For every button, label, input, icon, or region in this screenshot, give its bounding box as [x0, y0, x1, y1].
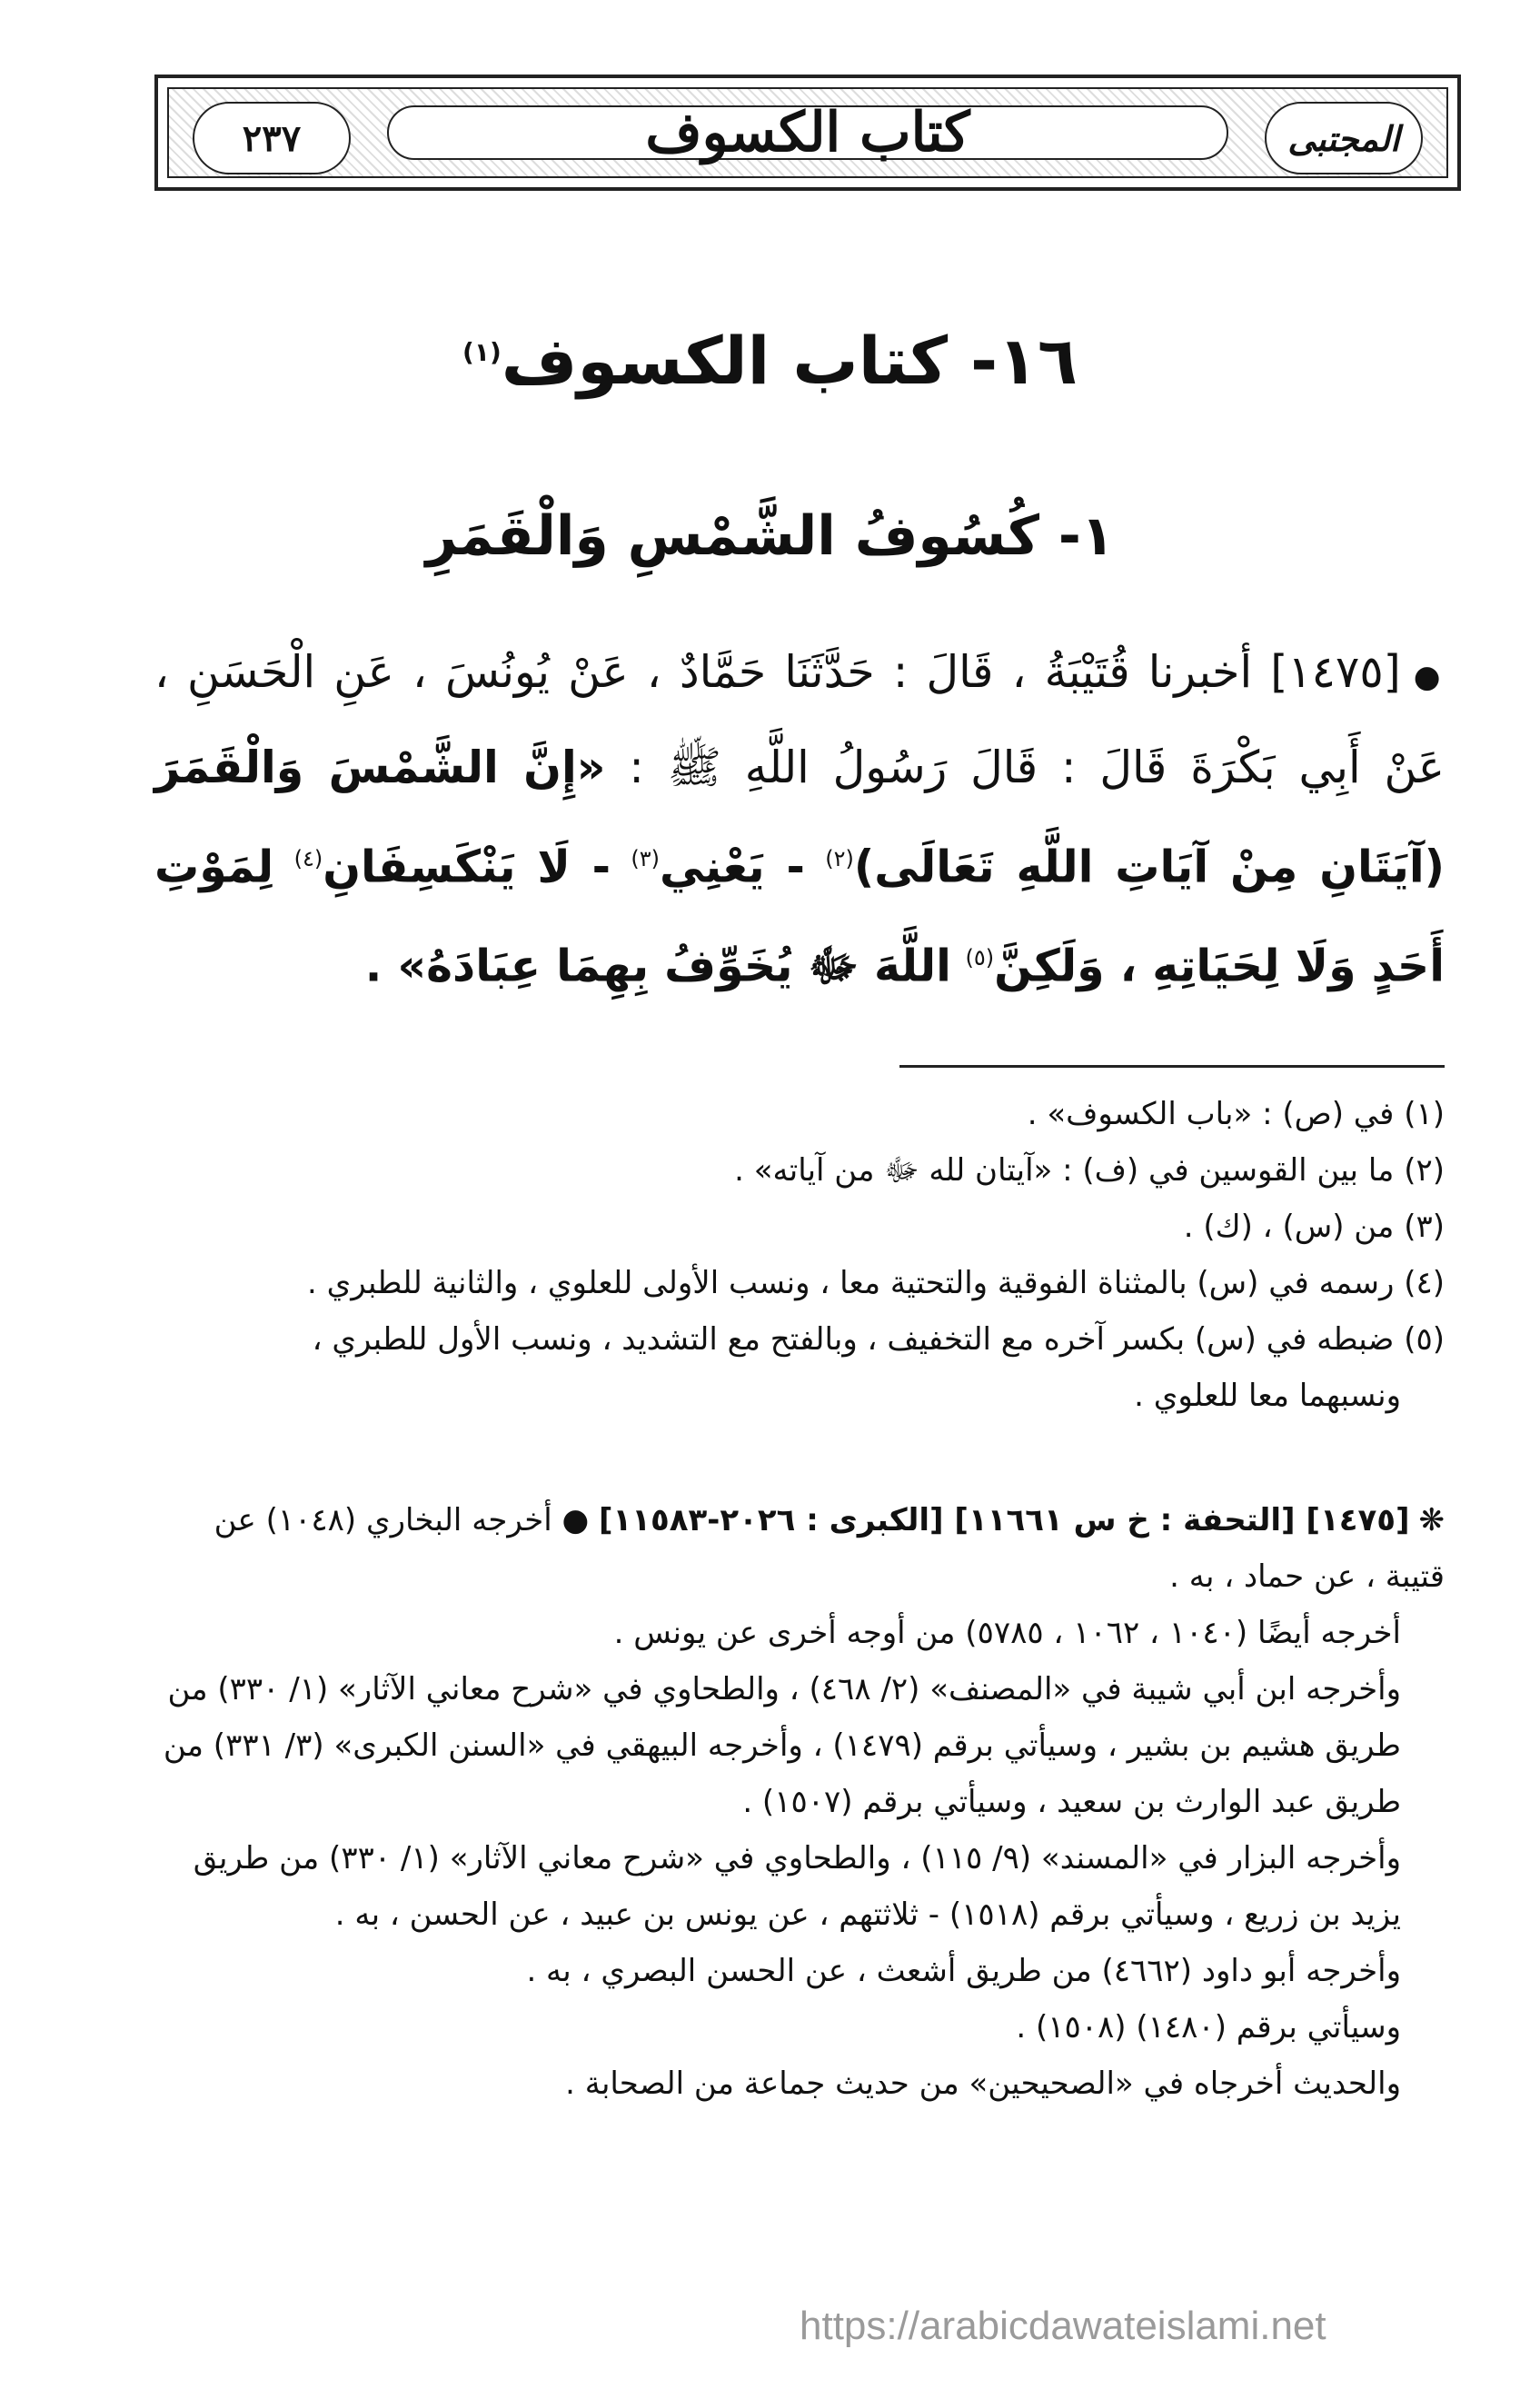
footnote-5: (٥) ضبطه في (س) بكسر آخره مع التخفيف ، وبالفتح مع التشديد ، ونسب الأول للطبري ،	[312, 1321, 1445, 1358]
hadith-number: [١٤٧٥]	[1270, 646, 1401, 698]
page-number-medallion	[193, 102, 351, 174]
hadith-middle: - يَعْنِي	[660, 841, 805, 893]
footnote-separator	[899, 1065, 1445, 1068]
hadith-matn-3: لِمَوْتِ أَحَدٍ وَلَا لِحَيَاتِهِ ، وَلَكِنَّ	[154, 841, 1445, 992]
takhrij-paragraph: وأخرجه ابن أبي شيبة في «المصنف» (٢/ ٤٦٨) ، والطحاوي في «شرح معاني الآثار» (١/ ٣٣٠) من طريق هشيم بن بشير ، وسيأتي برقم (١٤٧٩) ، وأخرجه البيهقي في «السنن الكبرى» (٣/ ٣٣١) من طريق عبد الوارث بن سعيد ، وسيأتي برقم (١٥٠٧) .	[163, 1671, 1401, 1820]
takhrij-paragraph: أخرجه أيضًا (١٠٤٠ ، ١٠٦٢ ، ٥٧٨٥) من أوجه أخرى عن يونس .	[613, 1615, 1401, 1651]
book-title: كتاب الكسوف	[501, 323, 949, 399]
header-ornament-band	[167, 87, 1448, 178]
book-number: ١٦-	[970, 323, 1078, 399]
book-heading	[0, 323, 1540, 399]
hadith-matn-2: - لَا يَنْكَسِفَانِ	[323, 841, 611, 893]
hadith-text	[154, 627, 1445, 1012]
book-note-ref: (١)	[462, 337, 502, 367]
running-title: كتاب الكسوف	[645, 101, 970, 164]
note-ref-4: (٤)	[293, 846, 323, 871]
series-medallion	[1265, 102, 1423, 174]
footnote-3: (٣) من (س) ، (ك) .	[1183, 1209, 1445, 1245]
takhrij-paragraph: وأخرجه أبو داود (٤٦٦٢) من طريق أشعث ، عن الحسن البصري ، به .	[526, 1953, 1401, 1989]
footnote-5-continued: ونسبهما معا للعلوي .	[1134, 1378, 1401, 1414]
takhrij-bukhari: ● أخرجه البخاري (١٠٤٨) عن قتيبة ، عن حماد ، به .	[214, 1502, 1445, 1595]
footnote-2: (٢) ما بين القوسين في (ف) : «آيتان لله ﷻ من آياته» .	[734, 1152, 1445, 1189]
bullet-icon: ●	[1413, 659, 1446, 695]
note-ref-3: (٣)	[631, 846, 661, 871]
takhrij-lead	[154, 1492, 1445, 1605]
takhrij-paragraph: وأخرجه البزار في «المسند» (٩/ ١١٥) ، والطحاوي في «شرح معاني الآثار» (١/ ٣٣٠) من طريق يزيد بن زريع ، وسيأتي برقم (١٥١٨) - ثلاثتهم ، عن يونس بن عبيد ، عن الحسن ، به .	[193, 1840, 1401, 1933]
page-number: ٢٣٧	[242, 116, 302, 160]
footnote-1: (١) في (ص) : «باب الكسوف» .	[1027, 1096, 1445, 1132]
note-ref-2: (٢)	[825, 846, 854, 871]
takhrij-references: [١٤٧٥] [التحفة : خ س ١١٦٦١] [الكبرى : ٢٠٢٦-١١٥٨٣]	[598, 1502, 1410, 1538]
footnote-4: (٤) رسمه في (س) بالمثناة الفوقية والتحتية معا ، ونسب الأولى للعلوي ، والثانية للطبري .	[306, 1265, 1445, 1301]
series-name: المجتبى	[1287, 117, 1400, 159]
hadith-matn-4: اللَّهَ ﷻ يُخَوِّفُ بِهِمَا عِبَادَهُ» .	[364, 940, 951, 992]
watermark-url: https://arabicdawateislami.net	[800, 2304, 1326, 2348]
note-ref-5: (٥)	[965, 945, 995, 971]
page-header-frame	[154, 75, 1461, 191]
running-title-cartouche	[387, 101, 1228, 164]
hadith-matn-1: «إِنَّ الشَّمْسَ وَالْقَمَرَ (آيَتَانِ مِنْ آيَاتِ اللَّهِ تَعَالَى)	[154, 742, 1446, 893]
takhrij-section	[154, 1492, 1445, 2112]
chapter-heading: ١- كُسُوفُ الشَّمْسِ وَالْقَمَرِ	[425, 504, 1115, 568]
footnotes	[154, 1086, 1445, 1424]
takhrij-paragraph: وسيأتي برقم (١٤٨٠) (١٥٠٨) .	[1016, 2009, 1401, 2046]
hadith-isnad: أخبرنا قُتَيْبَةُ ، قَالَ : حَدَّثَنَا حَمَّادٌ ، عَنْ يُونُسَ ، عَنِ الْحَسَنِ ، عَنْ أَبِي بَكْرَةَ قَالَ : قَالَ رَسُولُ اللَّهِ ﷺ :	[154, 646, 1446, 793]
takhrij-paragraph: والحديث أخرجاه في «الصحيحين» من حديث جماعة من الصحابة .	[565, 2065, 1401, 2102]
asterisk-icon: ❋	[1418, 1502, 1445, 1538]
